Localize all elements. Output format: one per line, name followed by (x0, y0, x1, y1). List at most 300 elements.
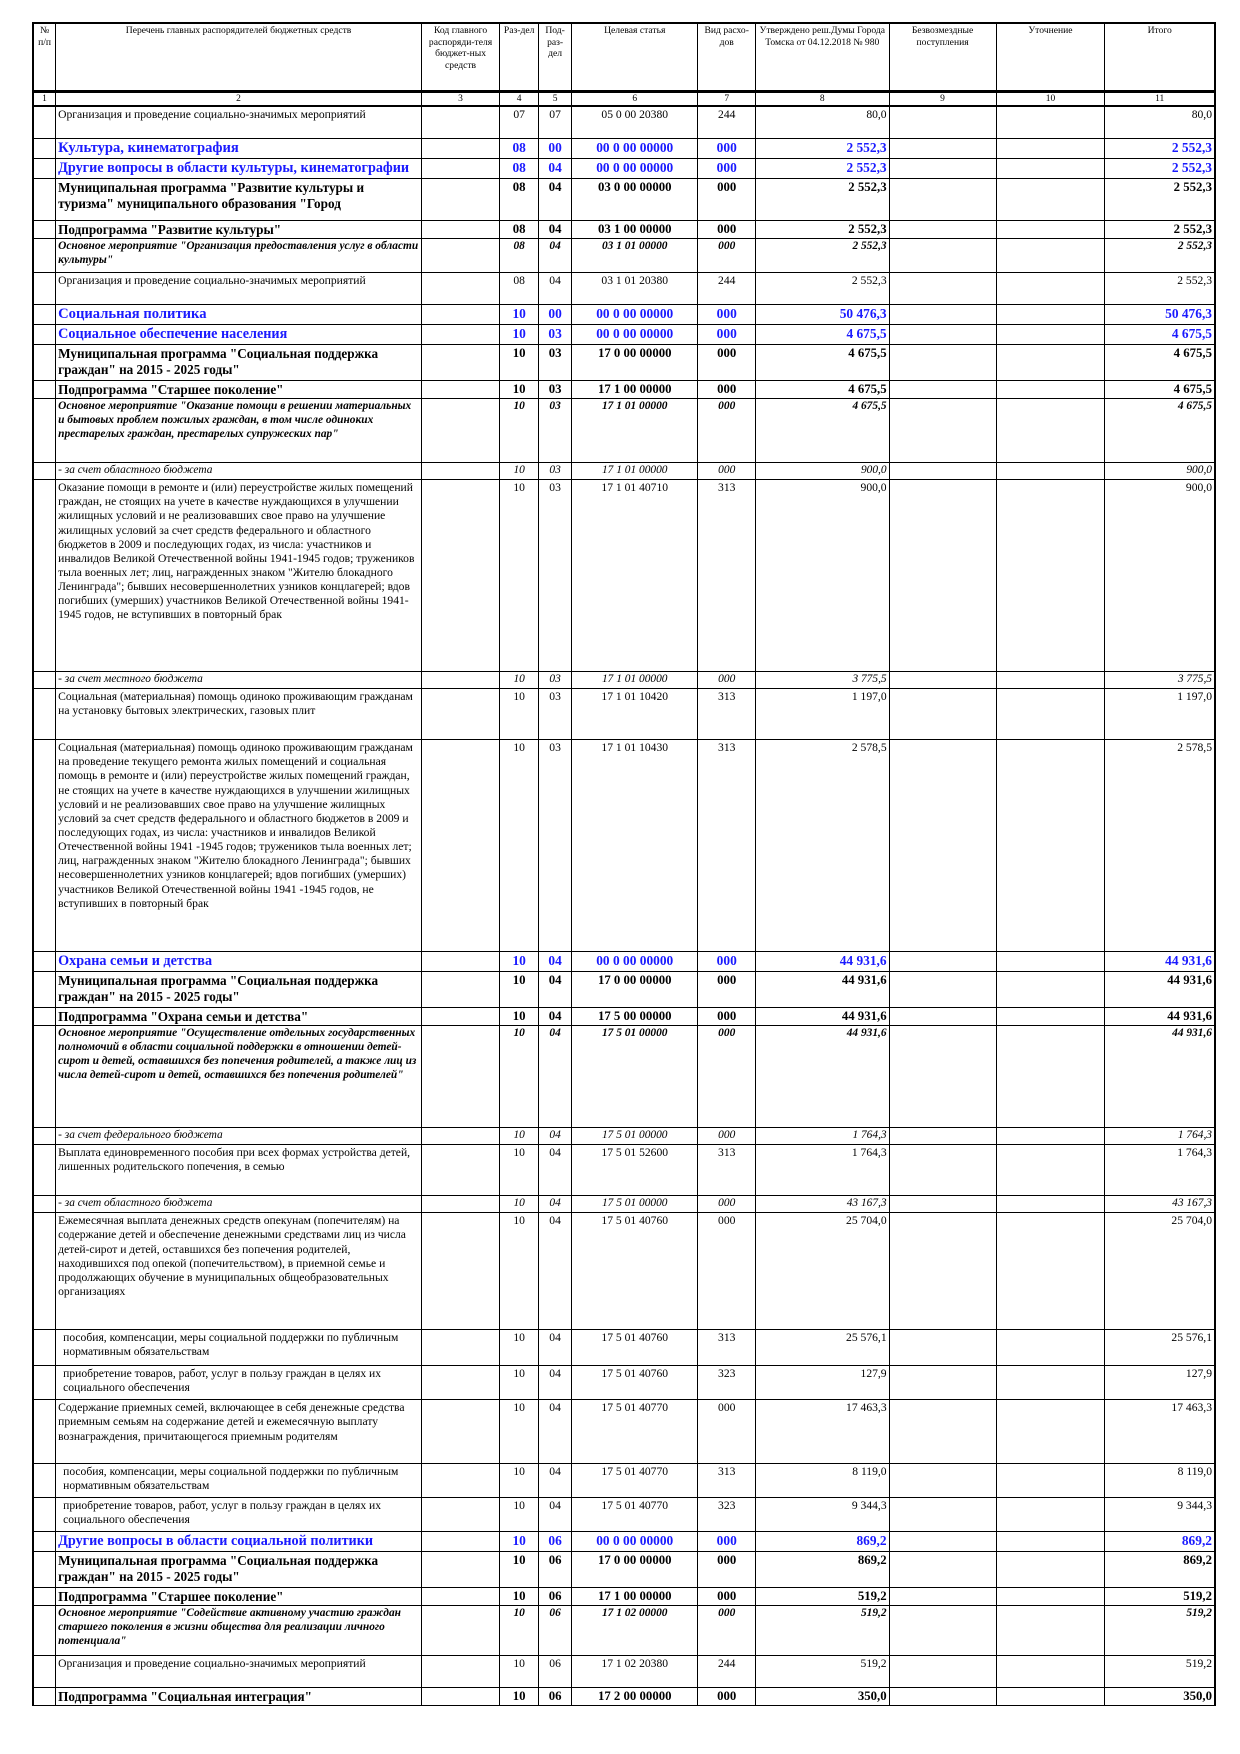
row-name: Муниципальная программа "Социальная поддержка граждан" на 2015 - 2025 годы" (56, 1552, 422, 1588)
row-total: 2 578,5 (1105, 740, 1215, 952)
row-razdel: 07 (500, 106, 539, 139)
row-name: Основное мероприятие "Осуществление отдельных государственных полномочий в области социальной поддержки в отношении детей-сирот и детей, оставшихся без попечения родителей, а также лиц из числа детей-сирот и детей, оставшихся без попечения родителей" (56, 1026, 422, 1128)
table-row (33, 1498, 1215, 1532)
row-name: пособия, компенсации, меры социальной поддержки по публичным нормативным обязательствам (56, 1330, 422, 1366)
row-name: Охрана семьи и детства (56, 952, 422, 972)
row-grants (889, 106, 996, 139)
row-adjustment (996, 1145, 1105, 1196)
row-approved: 519,2 (756, 1588, 890, 1606)
column-header-9: Безвозмездные поступления (889, 23, 996, 92)
row-grants (889, 1400, 996, 1464)
row-total: 519,2 (1105, 1656, 1215, 1688)
row-name: Организация и проведение социально-значимых мероприятий (56, 1656, 422, 1688)
row-name: Социальное обеспечение населения (56, 325, 422, 345)
row-grants (889, 345, 996, 381)
row-number (33, 689, 56, 740)
table-row (33, 159, 1215, 179)
column-header-2: Перечень главных распорядителей бюджетных средств (56, 23, 422, 92)
row-gr-code (422, 1688, 500, 1706)
row-name: Социальная политика (56, 305, 422, 325)
row-target-article: 17 5 01 00000 (572, 1026, 698, 1128)
row-adjustment (996, 381, 1105, 399)
row-podrazdel: 04 (539, 1196, 572, 1213)
row-target-article: 17 5 01 40770 (572, 1464, 698, 1498)
row-grants (889, 239, 996, 273)
row-adjustment (996, 1656, 1105, 1688)
table-row (33, 1008, 1215, 1026)
row-expense-type: 323 (698, 1498, 756, 1532)
row-podrazdel: 03 (539, 672, 572, 689)
row-grants (889, 1656, 996, 1688)
row-total: 4 675,5 (1105, 345, 1215, 381)
row-total: 1 764,3 (1105, 1128, 1215, 1145)
row-grants (889, 740, 996, 952)
row-number (33, 1145, 56, 1196)
row-number (33, 106, 56, 139)
header-row (33, 23, 1215, 92)
column-number-row (33, 92, 1215, 107)
row-total: 350,0 (1105, 1688, 1215, 1706)
row-name: Социальная (материальная) помощь одиноко проживающим гражданам на установку бытовых электрических, газовых плит (56, 689, 422, 740)
row-razdel: 10 (500, 381, 539, 399)
row-target-article: 00 0 00 00000 (572, 305, 698, 325)
row-number (33, 159, 56, 179)
row-number (33, 325, 56, 345)
row-adjustment (996, 139, 1105, 159)
row-podrazdel: 07 (539, 106, 572, 139)
row-adjustment (996, 1366, 1105, 1400)
row-adjustment (996, 480, 1105, 672)
column-number-5: 5 (539, 92, 572, 107)
row-name: Муниципальная программа "Социальная поддержка граждан" на 2015 - 2025 годы" (56, 345, 422, 381)
table-row (33, 1400, 1215, 1464)
row-total: 44 931,6 (1105, 1008, 1215, 1026)
row-podrazdel: 04 (539, 179, 572, 221)
row-total: 519,2 (1105, 1588, 1215, 1606)
row-target-article: 17 5 01 40760 (572, 1330, 698, 1366)
row-gr-code (422, 345, 500, 381)
row-podrazdel: 04 (539, 1464, 572, 1498)
row-adjustment (996, 1400, 1105, 1464)
row-expense-type: 000 (698, 179, 756, 221)
table-row (33, 740, 1215, 952)
row-podrazdel: 04 (539, 239, 572, 273)
row-gr-code (422, 139, 500, 159)
row-gr-code (422, 1588, 500, 1606)
row-expense-type: 000 (698, 381, 756, 399)
row-adjustment (996, 239, 1105, 273)
row-approved: 2 552,3 (756, 139, 890, 159)
row-adjustment (996, 972, 1105, 1008)
row-razdel: 10 (500, 345, 539, 381)
table-row (33, 952, 1215, 972)
table-row (33, 1532, 1215, 1552)
row-razdel: 10 (500, 740, 539, 952)
row-razdel: 10 (500, 672, 539, 689)
column-header-1: № п/п (33, 23, 56, 92)
row-razdel: 10 (500, 1145, 539, 1196)
row-podrazdel: 06 (539, 1588, 572, 1606)
row-razdel: 10 (500, 1008, 539, 1026)
row-razdel: 10 (500, 399, 539, 463)
row-gr-code (422, 1213, 500, 1330)
row-approved: 25 704,0 (756, 1213, 890, 1330)
table-row (33, 1366, 1215, 1400)
row-target-article: 03 1 01 20380 (572, 273, 698, 305)
row-total: 4 675,5 (1105, 399, 1215, 463)
row-gr-code (422, 1026, 500, 1128)
row-number (33, 463, 56, 480)
row-razdel: 10 (500, 1552, 539, 1588)
row-gr-code (422, 1552, 500, 1588)
row-approved: 127,9 (756, 1366, 890, 1400)
row-podrazdel: 04 (539, 972, 572, 1008)
row-expense-type: 000 (698, 345, 756, 381)
row-grants (889, 1213, 996, 1330)
row-total: 3 775,5 (1105, 672, 1215, 689)
table-row (33, 1552, 1215, 1588)
row-target-article: 17 1 01 40710 (572, 480, 698, 672)
row-razdel: 10 (500, 1532, 539, 1552)
row-adjustment (996, 305, 1105, 325)
row-name: приобретение товаров, работ, услуг в пользу граждан в целях их социального обеспечения (56, 1498, 422, 1532)
row-podrazdel: 06 (539, 1532, 572, 1552)
row-total: 869,2 (1105, 1532, 1215, 1552)
row-podrazdel: 06 (539, 1656, 572, 1688)
row-target-article: 17 1 00 00000 (572, 1588, 698, 1606)
row-grants (889, 399, 996, 463)
row-gr-code (422, 159, 500, 179)
row-name: Муниципальная программа "Социальная поддержка граждан" на 2015 - 2025 годы" (56, 972, 422, 1008)
row-gr-code (422, 480, 500, 672)
column-number-1: 1 (33, 92, 56, 107)
row-adjustment (996, 1213, 1105, 1330)
row-total: 44 931,6 (1105, 952, 1215, 972)
row-number (33, 273, 56, 305)
row-grants (889, 381, 996, 399)
row-number (33, 139, 56, 159)
table-row (33, 1196, 1215, 1213)
row-razdel: 08 (500, 139, 539, 159)
column-header-6: Целевая статья (572, 23, 698, 92)
row-gr-code (422, 273, 500, 305)
row-expense-type: 000 (698, 972, 756, 1008)
row-adjustment (996, 1498, 1105, 1532)
row-number (33, 1552, 56, 1588)
row-razdel: 10 (500, 1196, 539, 1213)
row-grants (889, 325, 996, 345)
row-podrazdel: 04 (539, 1330, 572, 1366)
row-target-article: 00 0 00 00000 (572, 1532, 698, 1552)
row-number (33, 1213, 56, 1330)
row-approved: 8 119,0 (756, 1464, 890, 1498)
row-name: Другие вопросы в области культуры, кинематографии (56, 159, 422, 179)
row-podrazdel: 03 (539, 463, 572, 480)
row-gr-code (422, 1464, 500, 1498)
row-podrazdel: 04 (539, 952, 572, 972)
row-total: 127,9 (1105, 1366, 1215, 1400)
row-expense-type: 000 (698, 1588, 756, 1606)
row-approved: 50 476,3 (756, 305, 890, 325)
row-gr-code (422, 1366, 500, 1400)
row-target-article: 17 1 01 00000 (572, 672, 698, 689)
row-podrazdel: 03 (539, 480, 572, 672)
row-grants (889, 672, 996, 689)
row-grants (889, 1606, 996, 1656)
row-number (33, 399, 56, 463)
row-approved: 4 675,5 (756, 381, 890, 399)
row-gr-code (422, 689, 500, 740)
row-podrazdel: 04 (539, 1008, 572, 1026)
row-grants (889, 689, 996, 740)
row-gr-code (422, 399, 500, 463)
row-grants (889, 972, 996, 1008)
table-row (33, 1688, 1215, 1706)
row-number (33, 345, 56, 381)
column-number-8: 8 (756, 92, 890, 107)
row-gr-code (422, 239, 500, 273)
row-grants (889, 1366, 996, 1400)
row-target-article: 17 5 01 52600 (572, 1145, 698, 1196)
row-target-article: 17 1 02 20380 (572, 1656, 698, 1688)
row-razdel: 08 (500, 273, 539, 305)
row-podrazdel: 03 (539, 325, 572, 345)
row-adjustment (996, 345, 1105, 381)
row-name: Основное мероприятие "Организация предоставления услуг в области культуры" (56, 239, 422, 273)
table-row (33, 239, 1215, 273)
row-gr-code (422, 106, 500, 139)
row-grants (889, 139, 996, 159)
row-razdel: 10 (500, 480, 539, 672)
row-approved: 900,0 (756, 463, 890, 480)
row-adjustment (996, 106, 1105, 139)
row-podrazdel: 04 (539, 221, 572, 239)
row-podrazdel: 00 (539, 139, 572, 159)
row-razdel: 10 (500, 1213, 539, 1330)
row-approved: 869,2 (756, 1532, 890, 1552)
row-grants (889, 1498, 996, 1532)
table-row (33, 273, 1215, 305)
row-razdel: 10 (500, 1330, 539, 1366)
row-adjustment (996, 1128, 1105, 1145)
row-name: Оказание помощи в ремонте и (или) переустройстве жилых помещений граждан, не стоящих на учете в качестве нуждающихся в улучшении жилищных условий и не реализовавших свое право на улучшение жилищных условий за счет средств федерального и областного бюджетов в 2009 и последующих годах, из числа: участников и инвалидов Великой Отечественной войны 1941-1945 годов; тружеников тыла военных лет; лиц, награжденных знаком "Жителю блокадного Ленинграда"; бывших несовершеннолетних узников концлагерей; вдов погибших (умерших) участников Великой Отечественной войны 1941-1945 годов, не вступивших в повторный брак (56, 480, 422, 672)
row-grants (889, 1532, 996, 1552)
row-number (33, 672, 56, 689)
row-expense-type: 000 (698, 305, 756, 325)
row-name: Муниципальная программа "Развитие культуры и туризма" муниципального образования "Город (56, 179, 422, 221)
row-approved: 1 197,0 (756, 689, 890, 740)
row-expense-type: 000 (698, 139, 756, 159)
row-razdel: 10 (500, 305, 539, 325)
row-total: 869,2 (1105, 1552, 1215, 1588)
row-name: Подпрограмма "Развитие культуры" (56, 221, 422, 239)
row-gr-code (422, 305, 500, 325)
row-podrazdel: 04 (539, 1498, 572, 1532)
row-expense-type: 000 (698, 1196, 756, 1213)
row-gr-code (422, 952, 500, 972)
row-podrazdel: 03 (539, 381, 572, 399)
row-number (33, 305, 56, 325)
row-number (33, 1532, 56, 1552)
row-number (33, 1128, 56, 1145)
row-razdel: 10 (500, 952, 539, 972)
column-header-11: Итого (1105, 23, 1215, 92)
row-target-article: 00 0 00 00000 (572, 139, 698, 159)
row-number (33, 972, 56, 1008)
row-target-article: 17 1 01 10420 (572, 689, 698, 740)
row-target-article: 17 0 00 00000 (572, 1552, 698, 1588)
budget-table (32, 22, 1216, 1706)
row-target-article: 03 0 00 00000 (572, 179, 698, 221)
row-adjustment (996, 689, 1105, 740)
row-name: Организация и проведение социально-значимых мероприятий (56, 106, 422, 139)
row-target-article: 17 0 00 00000 (572, 972, 698, 1008)
table-row (33, 179, 1215, 221)
row-approved: 519,2 (756, 1606, 890, 1656)
row-razdel: 10 (500, 1128, 539, 1145)
row-grants (889, 1330, 996, 1366)
column-number-3: 3 (422, 92, 500, 107)
row-grants (889, 463, 996, 480)
row-expense-type: 244 (698, 273, 756, 305)
row-adjustment (996, 1532, 1105, 1552)
row-number (33, 1330, 56, 1366)
row-razdel: 10 (500, 1026, 539, 1128)
row-adjustment (996, 1588, 1105, 1606)
row-gr-code (422, 1498, 500, 1532)
row-number (33, 1688, 56, 1706)
row-expense-type: 000 (698, 952, 756, 972)
table-row (33, 480, 1215, 672)
row-name: - за счет федерального бюджета (56, 1128, 422, 1145)
row-expense-type: 313 (698, 1464, 756, 1498)
row-target-article: 03 1 00 00000 (572, 221, 698, 239)
row-number (33, 1366, 56, 1400)
row-gr-code (422, 972, 500, 1008)
row-expense-type: 000 (698, 159, 756, 179)
row-approved: 1 764,3 (756, 1128, 890, 1145)
row-number (33, 1026, 56, 1128)
row-expense-type: 000 (698, 221, 756, 239)
row-total: 25 576,1 (1105, 1330, 1215, 1366)
row-podrazdel: 03 (539, 740, 572, 952)
row-number (33, 480, 56, 672)
row-target-article: 03 1 01 00000 (572, 239, 698, 273)
row-grants (889, 179, 996, 221)
row-gr-code (422, 1656, 500, 1688)
row-adjustment (996, 1552, 1105, 1588)
row-number (33, 239, 56, 273)
row-expense-type: 313 (698, 740, 756, 952)
table-row (33, 1330, 1215, 1366)
row-grants (889, 1128, 996, 1145)
row-target-article: 17 2 00 00000 (572, 1688, 698, 1706)
row-adjustment (996, 1606, 1105, 1656)
row-razdel: 08 (500, 159, 539, 179)
row-approved: 350,0 (756, 1688, 890, 1706)
table-row (33, 381, 1215, 399)
row-name: Основное мероприятие "Содействие активному участию граждан старшего поколения в жизни общества для реализации личного потенциала" (56, 1606, 422, 1656)
row-gr-code (422, 221, 500, 239)
row-adjustment (996, 1330, 1105, 1366)
row-adjustment (996, 273, 1105, 305)
row-podrazdel: 04 (539, 159, 572, 179)
column-header-10: Уточнение (996, 23, 1105, 92)
row-gr-code (422, 381, 500, 399)
row-grants (889, 221, 996, 239)
column-header-8: Утверждено реш.Думы Города Томска от 04.12.2018 № 980 (756, 23, 890, 92)
table-row (33, 325, 1215, 345)
row-adjustment (996, 1196, 1105, 1213)
row-podrazdel: 03 (539, 345, 572, 381)
table-row (33, 1026, 1215, 1128)
row-grants (889, 1196, 996, 1213)
row-expense-type: 000 (698, 1213, 756, 1330)
row-name: Другие вопросы в области социальной политики (56, 1532, 422, 1552)
row-podrazdel: 04 (539, 1400, 572, 1464)
row-podrazdel: 04 (539, 1026, 572, 1128)
row-grants (889, 273, 996, 305)
row-razdel: 10 (500, 1688, 539, 1706)
row-gr-code (422, 672, 500, 689)
row-name: Культура, кинематография (56, 139, 422, 159)
row-approved: 43 167,3 (756, 1196, 890, 1213)
table-row (33, 305, 1215, 325)
row-name: Подпрограмма "Старшее поколение" (56, 381, 422, 399)
row-approved: 3 775,5 (756, 672, 890, 689)
row-approved: 4 675,5 (756, 325, 890, 345)
row-expense-type: 000 (698, 325, 756, 345)
row-expense-type: 323 (698, 1366, 756, 1400)
row-adjustment (996, 159, 1105, 179)
table-row (33, 463, 1215, 480)
row-razdel: 10 (500, 1606, 539, 1656)
row-target-article: 00 0 00 00000 (572, 325, 698, 345)
row-podrazdel: 06 (539, 1688, 572, 1706)
row-expense-type: 000 (698, 1552, 756, 1588)
row-total: 2 552,3 (1105, 221, 1215, 239)
row-target-article: 17 5 01 40760 (572, 1366, 698, 1400)
row-grants (889, 305, 996, 325)
table-row (33, 221, 1215, 239)
row-razdel: 10 (500, 1400, 539, 1464)
row-number (33, 1464, 56, 1498)
row-target-article: 05 0 00 20380 (572, 106, 698, 139)
row-total: 2 552,3 (1105, 239, 1215, 273)
row-number (33, 381, 56, 399)
row-razdel: 10 (500, 325, 539, 345)
row-number (33, 740, 56, 952)
row-adjustment (996, 1464, 1105, 1498)
row-target-article: 17 0 00 00000 (572, 345, 698, 381)
row-name: - за счет областного бюджета (56, 463, 422, 480)
row-total: 2 552,3 (1105, 179, 1215, 221)
row-approved: 9 344,3 (756, 1498, 890, 1532)
row-name: Подпрограмма "Охрана семьи и детства" (56, 1008, 422, 1026)
row-adjustment (996, 1008, 1105, 1026)
row-total: 44 931,6 (1105, 1026, 1215, 1128)
row-number (33, 221, 56, 239)
row-podrazdel: 06 (539, 1552, 572, 1588)
row-number (33, 1588, 56, 1606)
column-number-2: 2 (56, 92, 422, 107)
column-number-10: 10 (996, 92, 1105, 107)
row-total: 2 552,3 (1105, 159, 1215, 179)
row-name: - за счет местного бюджета (56, 672, 422, 689)
row-gr-code (422, 1145, 500, 1196)
table-body (33, 106, 1215, 1706)
table-row (33, 1656, 1215, 1688)
